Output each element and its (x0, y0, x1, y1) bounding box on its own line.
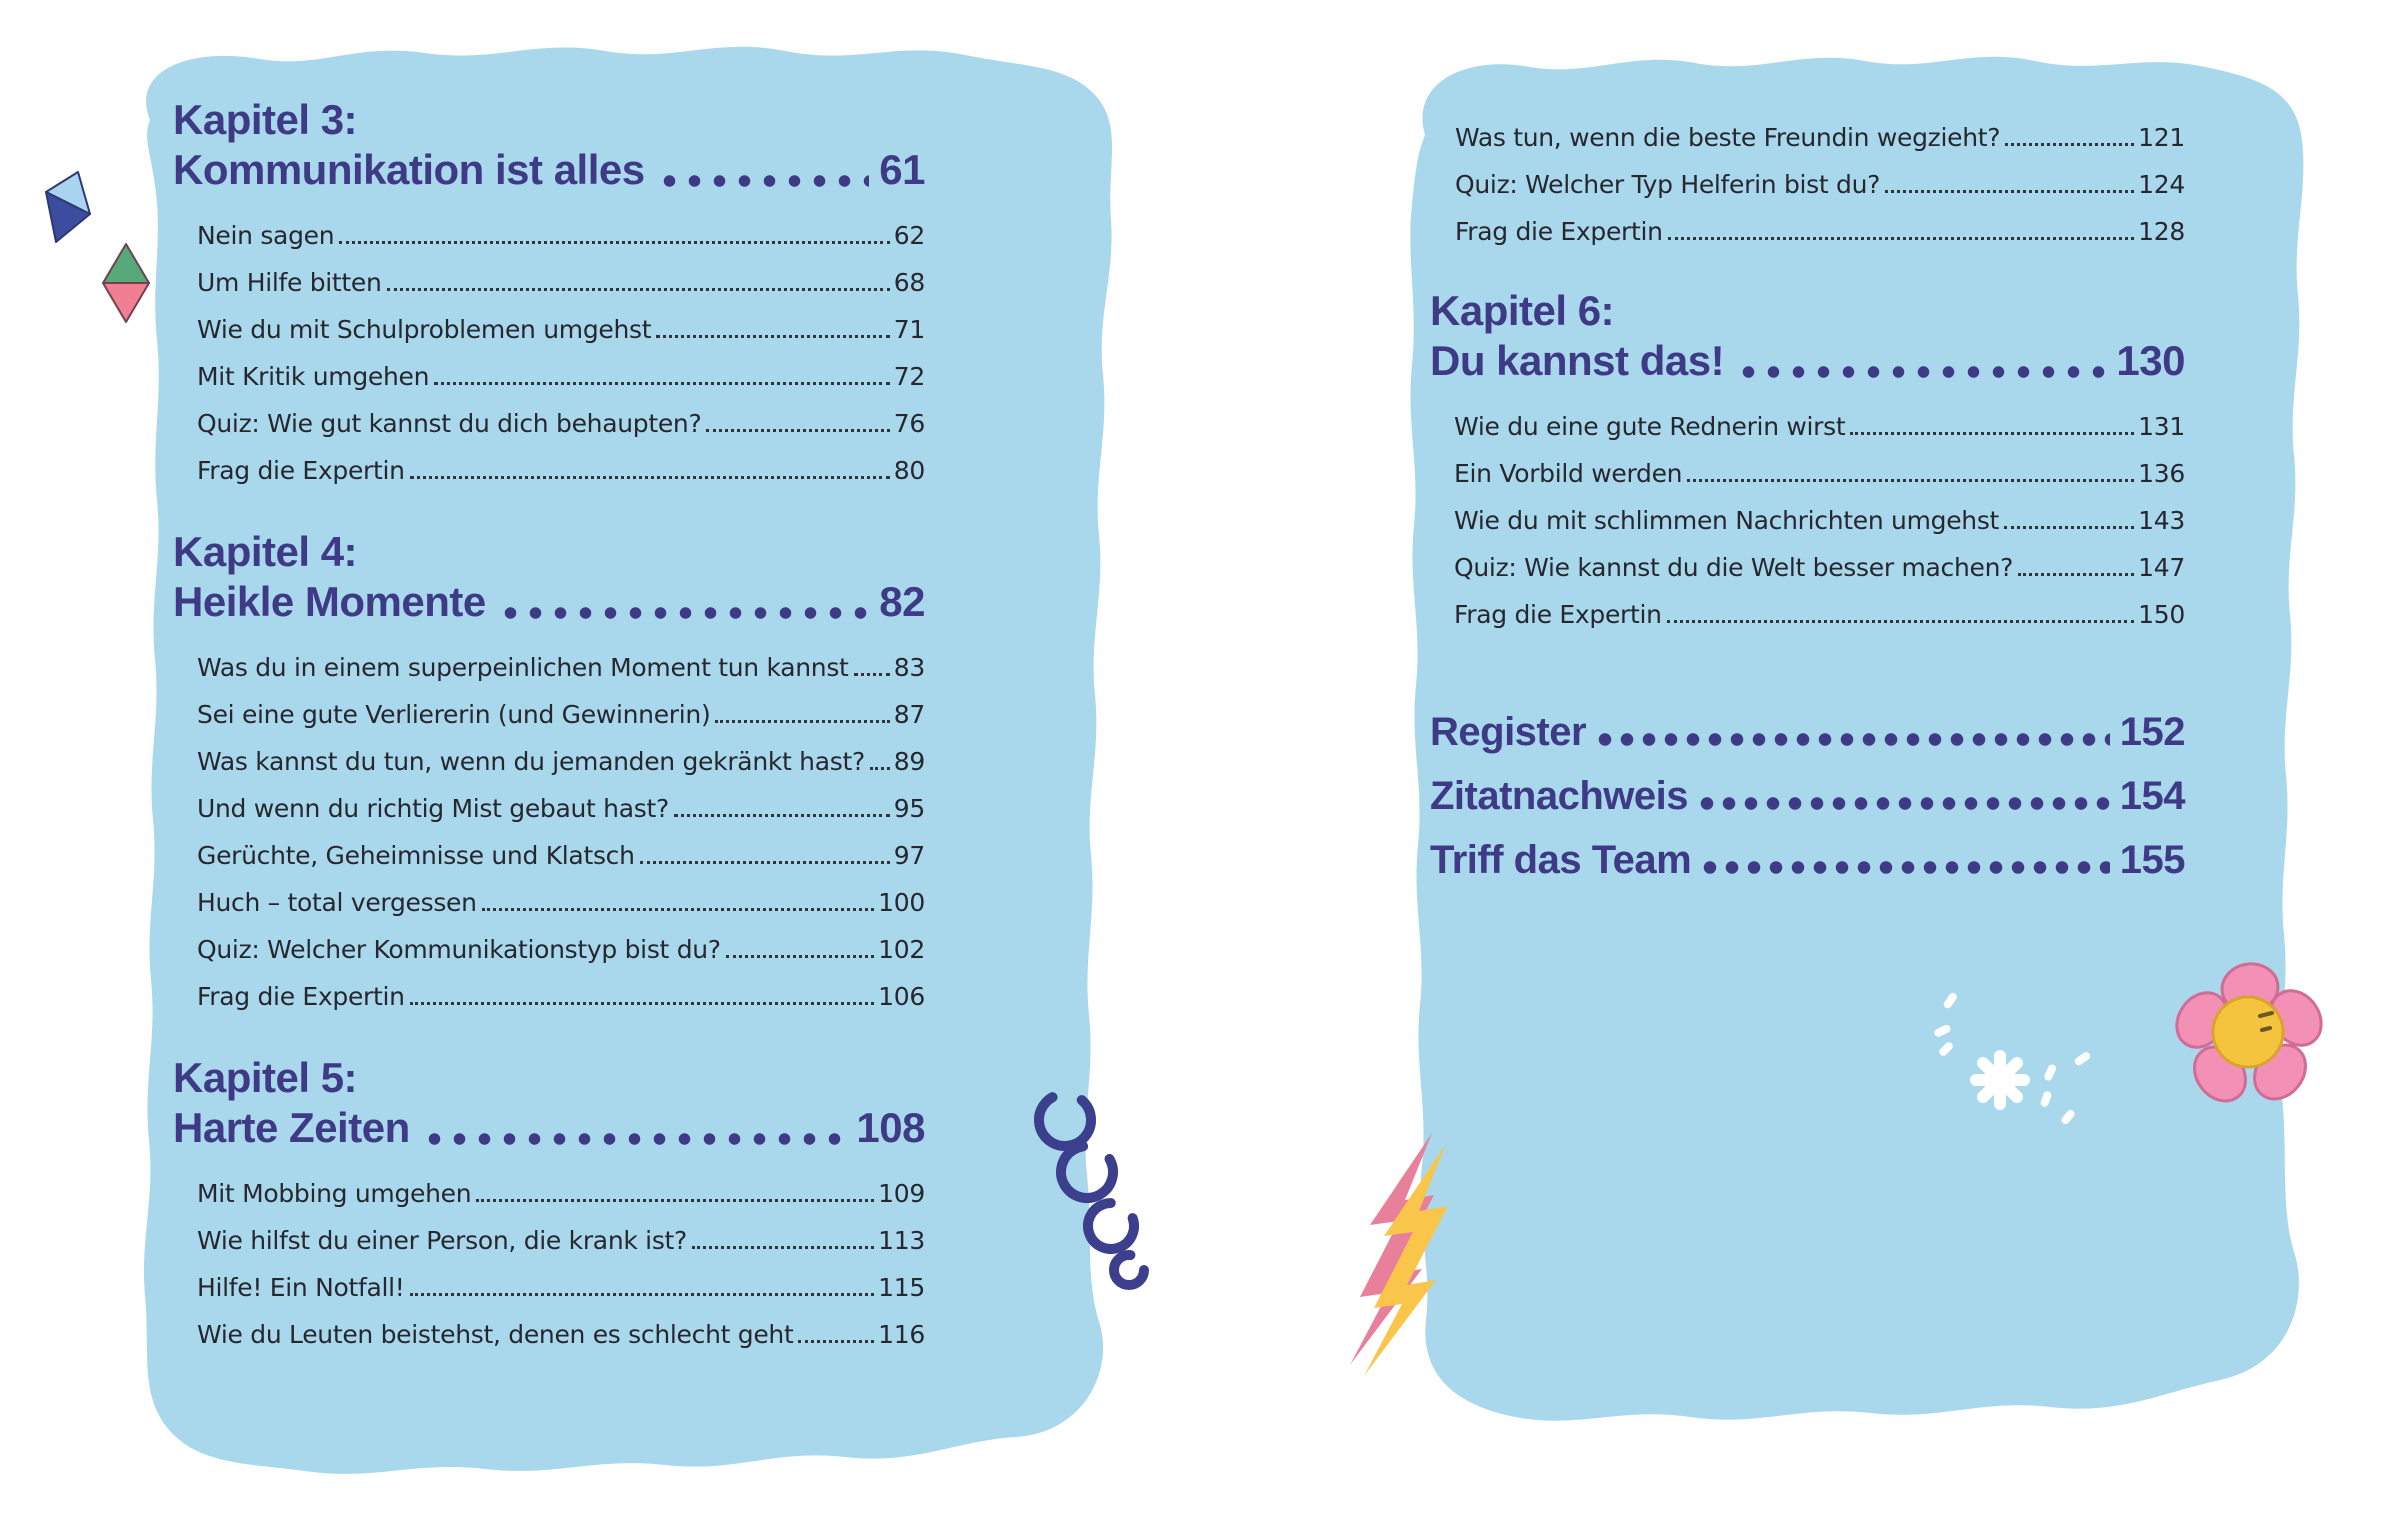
entry-page-number: 154 (2119, 773, 2185, 818)
chapter-title: Kommunikation ist alles (173, 145, 645, 193)
entry-title: Sei eine gute Verliererin (und Gewinnerin) (197, 699, 711, 729)
dot-leader (498, 606, 870, 620)
entry-page-number: 116 (878, 1319, 925, 1349)
entry-page-number: 83 (893, 652, 925, 682)
entry-page-number: 106 (878, 981, 925, 1011)
dot-leader (798, 1340, 874, 1343)
dot-leader (1736, 365, 2106, 379)
entry-title: Frag die Expertin (1454, 599, 1662, 629)
toc-entry (197, 438, 925, 485)
toc-entry (1454, 394, 2185, 441)
entry-page-number: 68 (893, 267, 925, 297)
entry-title: Mit Kritik umgehen (197, 361, 430, 391)
backmatter-entry (1430, 691, 2185, 755)
dot-leader (726, 955, 874, 958)
entry-page-number: 136 (2138, 458, 2185, 488)
dot-leader (410, 1293, 875, 1296)
blue-kite-icon (40, 170, 94, 246)
entry-title: Frag die Expertin (197, 981, 405, 1011)
toc-entry (1454, 441, 2185, 488)
dot-leader (410, 1002, 874, 1005)
dot-leader (692, 1246, 874, 1249)
chapter-entries (173, 635, 925, 1011)
toc-entry (197, 1208, 925, 1255)
entry-title: Und wenn du richtig Mist gebaut hast? (197, 793, 669, 823)
entry-page-number: 72 (893, 361, 925, 391)
dot-leader (422, 1132, 847, 1146)
chapter-kapitel-4 (173, 527, 925, 1011)
entry-title: Was du in einem superpeinlichen Moment tun kannst (197, 652, 849, 682)
dot-leader (1850, 432, 2134, 435)
entry-title: Register (1430, 709, 1587, 754)
dot-leader (656, 335, 890, 338)
entry-title: Quiz: Wie kannst du die Welt besser machen? (1454, 552, 2014, 582)
entry-page-number: 109 (878, 1178, 925, 1208)
chapter-label: Kapitel 3: (173, 96, 358, 143)
entry-page-number: 71 (893, 314, 925, 344)
chapter-heading (173, 95, 925, 195)
entry-page-number: 152 (2119, 709, 2185, 754)
toc-entry (1455, 199, 2185, 246)
chapter-heading (1430, 286, 2185, 386)
chapter-kapitel-5 (173, 1053, 925, 1349)
dot-leader (854, 673, 890, 676)
chapter-entries (173, 203, 925, 485)
dot-leader (1667, 620, 2134, 623)
entry-title: Um Hilfe bitten (197, 267, 382, 297)
entry-title: Hilfe! Ein Notfall! (197, 1272, 405, 1302)
toc-entry (197, 297, 925, 344)
toc-entry (197, 344, 925, 391)
toc-entry (197, 729, 925, 776)
chapter-page-number: 61 (879, 145, 925, 193)
entry-title: Was tun, wenn die beste Freundin wegzieht? (1455, 123, 2001, 152)
toc-entry (1454, 488, 2185, 535)
entry-page-number: 62 (893, 220, 925, 250)
chapter-heading (173, 527, 925, 627)
chapter-label: Kapitel 4: (173, 527, 358, 575)
entry-title: Nein sagen (197, 220, 335, 250)
toc-entry (197, 203, 925, 250)
entry-page-number: 121 (2138, 123, 2185, 152)
entry-page-number: 89 (893, 746, 925, 776)
dot-leader (476, 1199, 874, 1202)
dot-leader (715, 720, 889, 723)
dot-leader (1594, 732, 2110, 747)
entry-page-number: 100 (878, 887, 925, 917)
entry-page-number: 102 (878, 934, 925, 964)
entry-title: Was kannst du tun, wenn du jemanden gekränkt hast? (197, 746, 865, 776)
flower-icon (2168, 956, 2332, 1112)
chapter-title: Du kannst das! (1430, 336, 1725, 384)
entry-page-number: 147 (2138, 552, 2185, 582)
dot-leader (339, 241, 890, 244)
entry-title: Wie du mit Schulproblemen umgehst (197, 314, 652, 344)
chapter-page-number: 130 (2116, 336, 2185, 384)
entry-title: Quiz: Wie gut kannst du dich behaupten? (197, 408, 702, 438)
dot-leader (1668, 237, 2134, 240)
toc-entry (197, 391, 925, 438)
entry-page-number: 155 (2119, 837, 2185, 882)
chapter-label: Kapitel 6: (1430, 287, 1615, 334)
chapter-kapitel-3 (173, 95, 925, 485)
toc-entry (197, 776, 925, 823)
chapter-kapitel-6 (1430, 286, 2185, 629)
entry-title: Wie du Leuten beistehst, denen es schlecht geht (197, 1319, 794, 1349)
toc-entry (1454, 582, 2185, 629)
chapter-page-number: 82 (879, 577, 925, 625)
spiral-doodle-icon (1005, 1080, 1155, 1300)
entry-title: Huch – total vergessen (197, 887, 477, 917)
entry-page-number: 128 (2138, 217, 2185, 246)
entry-title: Mit Mobbing umgehen (197, 1178, 472, 1208)
entry-page-number: 115 (878, 1272, 925, 1302)
chapter-label: Kapitel 5: (173, 1053, 358, 1101)
chapter-heading (173, 1053, 925, 1153)
dot-leader (870, 767, 890, 770)
green-pink-diamond-icon (101, 242, 151, 324)
toc-entry (197, 635, 925, 682)
entry-page-number: 87 (893, 699, 925, 729)
entry-title: Quiz: Welcher Kommunikationstyp bist du? (197, 934, 721, 964)
sparkle-doodle-icon (1930, 985, 2110, 1145)
chapter-page-number: 108 (856, 1103, 925, 1151)
toc-entry (197, 917, 925, 964)
dot-leader (657, 174, 870, 188)
back-matter (1430, 691, 2185, 883)
entry-page-number: 143 (2138, 505, 2185, 535)
left-page-content (173, 95, 925, 1349)
entry-page-number: 76 (893, 408, 925, 438)
dot-leader (1885, 190, 2134, 193)
entry-page-number: 95 (893, 793, 925, 823)
entry-title: Quiz: Welcher Typ Helferin bist du? (1455, 170, 1881, 199)
entry-page-number: 124 (2138, 170, 2185, 199)
dot-leader (2004, 526, 2134, 529)
toc-entry (197, 1302, 925, 1349)
dot-leader (674, 814, 890, 817)
chapter-entries (173, 1161, 925, 1349)
toc-entry (197, 1161, 925, 1208)
toc-entry (197, 964, 925, 1011)
entry-title: Frag die Expertin (1455, 217, 1663, 246)
right-page-content (1430, 105, 2185, 883)
dot-leader (1699, 860, 2110, 875)
entry-title: Wie du mit schlimmen Nachrichten umgehst (1454, 505, 2000, 535)
entry-page-number: 80 (893, 455, 925, 485)
entry-title: Zitatnachweis (1430, 773, 1689, 818)
dot-leader (387, 288, 890, 291)
dot-leader (434, 382, 890, 385)
entry-page-number: 113 (878, 1225, 925, 1255)
backmatter-entry (1430, 755, 2185, 819)
lightning-bolt-icon (1350, 1128, 1485, 1378)
chapter-entries (1430, 394, 2185, 629)
entry-title: Frag die Expertin (197, 455, 405, 485)
toc-entry (1455, 105, 2185, 152)
dot-leader (482, 908, 874, 911)
dot-leader (1687, 479, 2134, 482)
toc-entry (197, 250, 925, 297)
toc-entry (1454, 535, 2185, 582)
entry-page-number: 150 (2138, 599, 2185, 629)
dot-leader (2005, 143, 2134, 146)
dot-leader (2018, 573, 2134, 576)
dot-leader (640, 861, 890, 864)
entry-title: Triff das Team (1430, 837, 1692, 882)
entry-title: Wie hilfst du einer Person, die krank ist? (197, 1225, 688, 1255)
chapter-5-continued-entries (1430, 105, 2185, 246)
chapter-title: Heikle Momente (173, 577, 486, 625)
entry-page-number: 131 (2138, 411, 2185, 441)
entry-page-number: 97 (893, 840, 925, 870)
backmatter-entry (1430, 819, 2185, 883)
dot-leader (1696, 796, 2110, 811)
entry-title: Gerüchte, Geheimnisse und Klatsch (197, 840, 635, 870)
entry-title: Wie du eine gute Rednerin wirst (1454, 411, 1846, 441)
toc-entry (197, 870, 925, 917)
chapter-title: Harte Zeiten (173, 1103, 410, 1151)
dot-leader (410, 476, 890, 479)
toc-entry (197, 823, 925, 870)
dot-leader (706, 429, 889, 432)
entry-title: Ein Vorbild werden (1454, 458, 1683, 488)
toc-entry (197, 1255, 925, 1302)
toc-entry (197, 682, 925, 729)
toc-entry (1455, 152, 2185, 199)
